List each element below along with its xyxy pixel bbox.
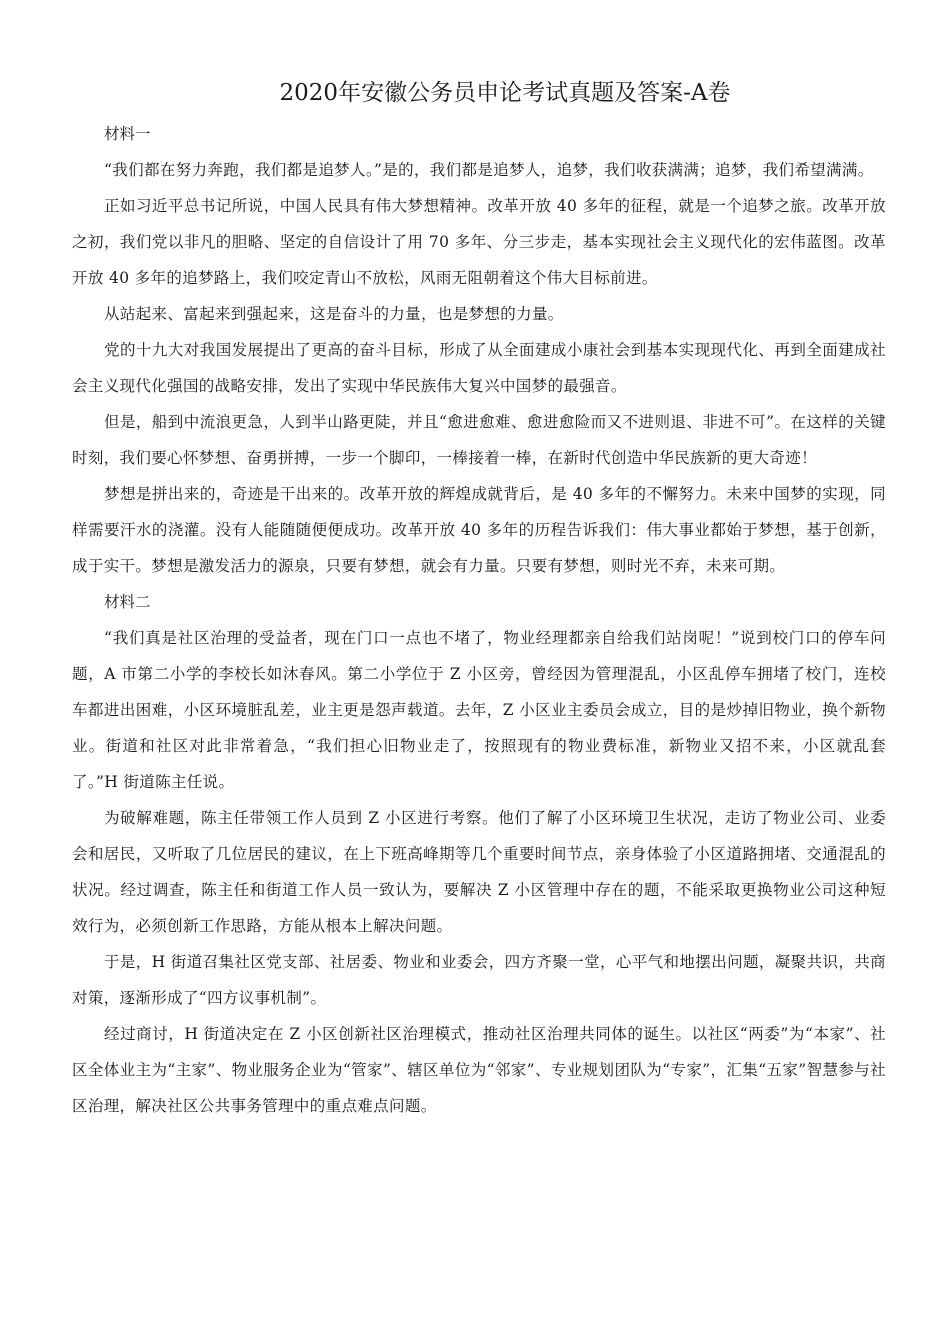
paragraph: 于是，H 街道召集社区党支部、社居委、物业和业委会，四方齐聚一堂，心平气和地摆出问题，凝聚共识，共商对策，逐渐形成了“四方议事机制”。 — [72, 953, 886, 1007]
paragraph: 但是，船到中流浪更急，人到半山路更陡，并且“愈进愈难、愈进愈险而又不进则退、非进不可”。在这样的关键时刻，我们要心怀梦想、奋勇拼搏，一步一个脚印，一棒接着一棒，在新时代创造中华民族新的更大奇迹！ — [72, 413, 886, 467]
paragraph: 党的十九大对我国发展提出了更高的奋斗目标，形成了从全面建成小康社会到基本实现现代化、再到全面建成社会主义现代化强国的战略安排，发出了实现中华民族伟大复兴中国梦的最强音。 — [72, 341, 886, 395]
paragraph: 经过商讨，H 街道决定在 Z 小区创新社区治理模式，推动社区治理共同体的诞生。以社区“两委”为“本家”、社区全体业主为“主家”、物业服务企业为“管家”、辖区单位为“邻家”、专业规划团队为“专家”，汇集“五家”智慧参与社区治理，解决社区公共事务管理中的重点难点问题。 — [72, 1025, 886, 1115]
paragraph: 正如习近平总书记所说，中国人民具有伟大梦想精神。改革开放 40 多年的征程，就是一个追梦之旅。改革开放之初，我们党以非凡的胆略、坚定的自信设计了用 70 多年、分三步走，基本实现社会主义现代化的宏伟蓝图。改革开放 40 多年的追梦路上，我们咬定青山不放松，风雨无阻朝着这个伟大目标前进。 — [72, 197, 886, 287]
paragraph: 从站起来、富起来到强起来，这是奋斗的力量，也是梦想的力量。 — [104, 305, 564, 323]
document-body — [72, 116, 886, 1124]
paragraph: “我们真是社区治理的受益者，现在门口一点也不堵了，物业经理都亲自给我们站岗呢！”说到校门口的停车问题，A 市第二小学的李校长如沐春风。第二小学位于 Z 小区旁，曾经因为管理混乱，小区乱停车拥堵了校门，连校车都进出困难，小区环境脏乱差，业主更是怨声载道。去年，Z 小区业主委员会成立，目的是炒掉旧物业，换个新物业。街道和社区对此非常着急，“我们担心旧物业走了，按照现有的物业费标准，新物业又招不来，小区就乱套了。”H 街道陈主任说。 — [72, 629, 886, 791]
paragraph: 为破解难题，陈主任带领工作人员到 Z 小区进行考察。他们了解了小区环境卫生状况，走访了物业公司、业委会和居民，又听取了几位居民的建议，在上下班高峰期等几个重要时间节点，亲身体验了小区道路拥堵、交通混乱的状况。经过调查，陈主任和街道工作人员一致认为，要解决 Z 小区管理中存在的题，不能采取更换物业公司这种短效行为，必须创新工作思路，方能从根本上解决问题。 — [72, 809, 886, 935]
document-title: 2020年安徽公务员申论考试真题及答案-A卷 — [279, 80, 731, 106]
section-label: 材料一 — [104, 125, 151, 143]
paragraph: 梦想是拼出来的，奇迹是干出来的。改革开放的辉煌成就背后，是 40 多年的不懈努力。未来中国梦的实现，同样需要汗水的浇灌。没有人能随随便便成功。改革开放 40 多年的历程告诉我们：伟大事业都始于梦想，基于创新，成于实干。梦想是激发活力的源泉，只要有梦想，就会有力量。只要有梦想，则时光不弃，未来可期。 — [72, 485, 886, 575]
section-label: 材料二 — [104, 593, 151, 611]
paragraph: “我们都在努力奔跑，我们都是追梦人。”是的，我们都是追梦人，追梦，我们收获满满；追梦，我们希望满满。 — [104, 161, 874, 179]
